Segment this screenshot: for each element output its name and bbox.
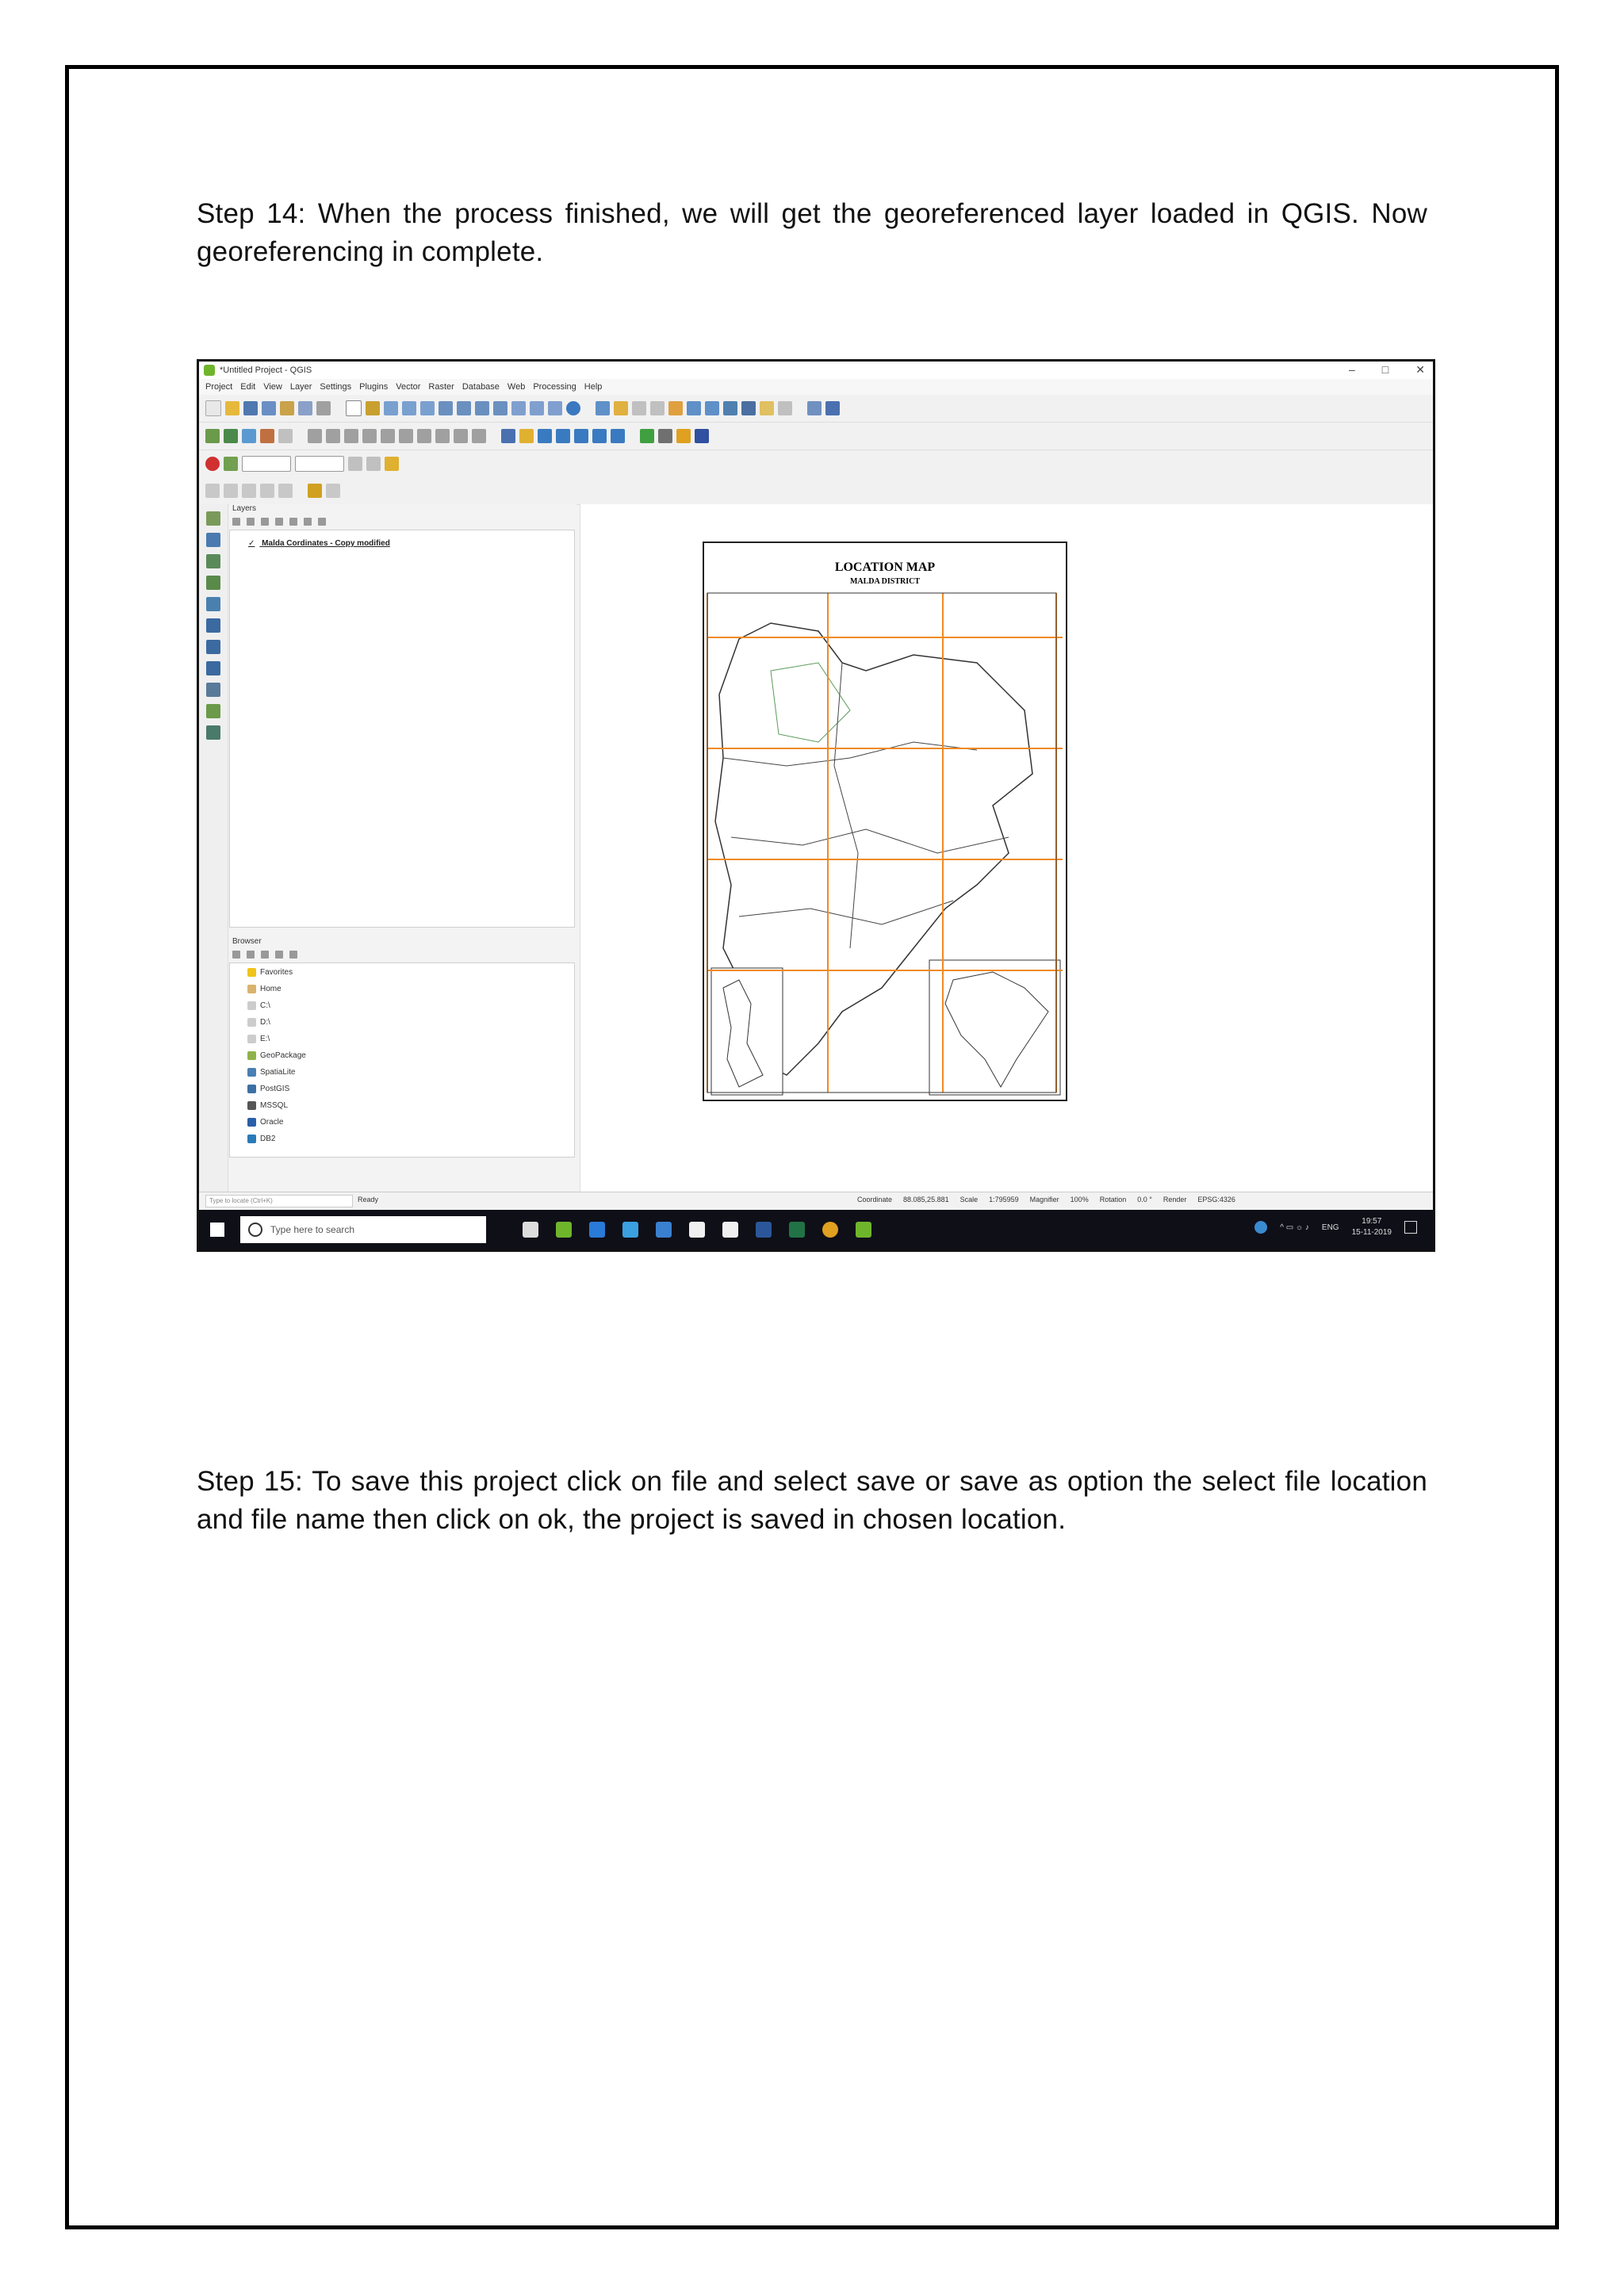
gps-icon[interactable] [640,429,654,443]
scale-label: Scale [959,1196,979,1203]
magnifier-value[interactable]: 100% [1070,1196,1089,1203]
oracle-icon [247,1118,256,1127]
rotation-value[interactable]: 0.0 ° [1137,1196,1152,1203]
bookmark-icon[interactable] [723,401,737,415]
manage-theme-icon[interactable] [261,518,269,526]
maximize-button[interactable]: □ [1381,363,1389,376]
cut-icon[interactable] [366,457,381,471]
mssql-icon [247,1101,256,1110]
store-icon[interactable] [689,1222,705,1238]
taskbar-search-text: Type here to search [270,1224,355,1235]
chrome-icon[interactable] [822,1222,838,1238]
crs-button[interactable]: EPSG:4326 [1197,1196,1235,1203]
zoom-selection-icon[interactable] [457,401,471,415]
browser-item-geopackage[interactable]: GeoPackage [247,1051,306,1060]
layer-item[interactable] [248,539,390,548]
map-title: LOCATION MAP [834,561,936,574]
inset-map-india [929,960,1060,1095]
inset-map-west-bengal [711,968,783,1095]
menu-view[interactable]: View [263,382,282,392]
qgis-screenshot [197,359,1435,1252]
layer-label: Malda Cordinates - Copy modified [262,539,390,548]
layer-styling-icon[interactable] [658,429,672,443]
highlight-labels-icon[interactable] [611,429,625,443]
new-project-icon[interactable] [205,400,221,416]
folder-icon [247,1018,256,1027]
file-explorer-icon[interactable] [656,1222,672,1238]
render-checkbox[interactable]: Render [1162,1196,1187,1203]
geopackage-icon [247,1051,256,1060]
toolbar-layers [199,423,1433,450]
browser-item-spatialite[interactable]: SpatiaLite [247,1068,295,1077]
browser-item-postgis[interactable]: PostGIS [247,1085,289,1093]
map-subtitle: MALDA DISTRICT [849,577,921,586]
style-manager-icon[interactable] [316,401,331,415]
annotation-icon[interactable] [760,401,774,415]
qgis-statusbar [199,1192,1433,1210]
georeferenced-map [580,504,1434,1162]
menu-web[interactable]: Web [507,382,526,392]
excel-icon[interactable] [789,1222,805,1238]
add-raster-layer-icon[interactable] [206,533,220,547]
qgis-titlebar [199,362,1433,379]
browser-item-d-drive[interactable]: D:\ [247,1018,270,1027]
vertex-tool-icon[interactable] [344,429,358,443]
layers-panel-title: Layers [229,504,576,517]
refresh-browser-icon[interactable] [247,951,255,959]
remove-layer-icon[interactable] [318,518,326,526]
toolbar-digitizing [199,450,1433,478]
expand-all-icon[interactable] [289,518,297,526]
add-wms-icon[interactable] [206,725,220,740]
toolbar-advanced [199,477,1433,505]
circle-tool-icon[interactable] [224,484,238,498]
show-labels-icon[interactable] [538,429,552,443]
menu-database[interactable]: Database [462,382,500,392]
results-viewer-icon[interactable] [695,429,709,443]
menu-edit[interactable]: Edit [240,382,256,392]
save-as-icon[interactable] [262,401,276,415]
language-indicator[interactable]: ENG [1321,1223,1339,1232]
zoom-layer-icon[interactable] [475,401,489,415]
step-14-paragraph: Step 14: When the process finished, we will get the georeferenced layer loaded in QGIS. Now georeferencing in complete. [197,198,1427,267]
add-selected-icon[interactable] [232,951,240,959]
plugin-extra-icon[interactable] [326,484,340,498]
step-15-paragraph: Step 15: To save this project click on file and select save or save as option the select file location and file name then click on ok, the project is saved in chosen location. [197,1466,1427,1535]
copy-features-icon[interactable] [399,429,413,443]
paste-features-icon[interactable] [417,429,431,443]
left-vertical-toolbar [199,504,228,1203]
add-mesh-layer-icon[interactable] [206,554,220,568]
pin-labels-icon[interactable] [519,429,534,443]
minimize-button[interactable]: – [1349,363,1355,376]
open-project-icon[interactable] [225,401,239,415]
zoom-last-icon[interactable] [511,401,526,415]
rotation-label: Rotation [1099,1196,1127,1203]
app-icon[interactable] [622,1222,638,1238]
rotate-label-icon[interactable] [574,429,588,443]
browser-item-db2[interactable]: DB2 [247,1135,275,1143]
add-spatialite-icon[interactable] [206,597,220,611]
browser-item-c-drive[interactable]: C:\ [247,1001,270,1010]
plugin-icon[interactable] [308,484,322,498]
menu-settings[interactable]: Settings [320,382,352,392]
data-source-icon[interactable] [205,429,220,443]
coordinate-label: Coordinate [857,1196,893,1203]
georeferencer-icon[interactable] [825,401,840,415]
layers-panel-toolbar [232,518,326,529]
qgis-window-title: *Untitled Project - QGIS [220,365,312,375]
folder-icon [247,1035,256,1043]
pan-to-selection-icon[interactable] [366,401,380,415]
add-vector-layer-icon[interactable] [206,511,220,526]
identify-icon[interactable] [596,401,610,415]
processing-toolbox-icon[interactable] [676,429,691,443]
browser-panel-toolbar [232,951,297,962]
digitize-icon[interactable] [260,429,274,443]
db2-icon [247,1135,256,1143]
toolbar-project [199,395,1433,423]
add-raster-icon[interactable] [242,429,256,443]
close-button[interactable]: ✕ [1415,363,1425,376]
status-ready: Ready [358,1196,379,1203]
save-project-icon[interactable] [243,401,258,415]
filter-legend-icon[interactable] [275,518,283,526]
measure-icon[interactable] [741,401,756,415]
menu-plugins[interactable]: Plugins [359,382,389,392]
qgis-taskbar-icon[interactable] [556,1222,572,1238]
scale-value[interactable]: 1:795959 [989,1196,1019,1203]
snap-units-select[interactable] [295,456,344,472]
magnifier-label: Magnifier [1029,1196,1059,1203]
cortana-icon [248,1223,262,1237]
user-icon[interactable] [1254,1221,1267,1234]
edge-icon[interactable] [589,1222,605,1238]
layers-panel [229,530,575,928]
add-mssql-icon[interactable] [206,640,220,654]
spatialite-icon [247,1068,256,1077]
menu-layer[interactable]: Layer [289,382,312,392]
browser-item-oracle[interactable]: Oracle [247,1118,283,1127]
zoom-in-icon[interactable] [384,401,398,415]
cut-features-icon[interactable] [381,429,395,443]
undo-icon[interactable] [435,429,450,443]
menu-raster[interactable]: Raster [428,382,454,392]
postgis-icon [247,1085,256,1093]
add-db2-icon[interactable] [206,683,220,697]
properties-icon[interactable] [289,951,297,959]
qgis-active-icon[interactable] [856,1222,871,1238]
new-map-view-icon[interactable] [548,401,562,415]
snap-tolerance-input[interactable] [242,456,291,472]
save-edits-icon[interactable] [308,429,322,443]
filter-browser-icon[interactable] [261,951,269,959]
tray-icons[interactable]: ^ ▭ ☼ ♪ [1280,1223,1309,1232]
refresh-icon[interactable] [566,401,580,415]
collapse-browser-icon[interactable] [275,951,283,959]
print-layout-icon[interactable] [280,401,294,415]
rectangle-tool-icon[interactable] [260,484,274,498]
add-virtual-layer-icon[interactable] [206,704,220,718]
pan-icon[interactable] [346,400,362,416]
home-icon [247,985,256,993]
open-styling-icon[interactable] [232,518,240,526]
menu-vector[interactable]: Vector [396,382,421,392]
locator-search-input[interactable]: Type to locate (Ctrl+K) [205,1195,353,1207]
add-vector-icon[interactable] [224,429,238,443]
toggle-edit-icon[interactable] [278,429,293,443]
clock-time: 19:57 [1362,1217,1382,1226]
notifications-icon[interactable] [1404,1221,1417,1234]
zoom-native-icon[interactable] [493,401,508,415]
move-label-icon[interactable] [556,429,570,443]
browser-panel [229,962,575,1158]
topology-icon[interactable] [348,457,362,471]
clock[interactable] [1352,1216,1392,1238]
tracing-icon[interactable] [385,457,399,471]
delete-selected-icon[interactable] [362,429,377,443]
zoom-full-icon[interactable] [439,401,453,415]
polygon-tool-icon[interactable] [278,484,293,498]
layout-manager-icon[interactable] [298,401,312,415]
select-features-icon[interactable] [614,401,628,415]
add-group-icon[interactable] [247,518,255,526]
taskbar-search[interactable] [240,1216,486,1243]
checkmark-icon[interactable]: ✓ [248,539,255,548]
attribute-table-icon[interactable] [650,401,665,415]
shape-tool-icon[interactable] [205,484,220,498]
menu-project[interactable]: Project [205,382,233,392]
star-icon [247,968,256,977]
browser-panel-title: Browser [229,937,576,950]
coordinate-value[interactable]: 88.085,25.881 [903,1196,949,1203]
browser-item-home[interactable]: Home [247,985,282,993]
qgis-menubar [199,379,1433,395]
word-icon[interactable] [756,1222,772,1238]
statistics-icon[interactable] [687,401,701,415]
map-tips-icon[interactable] [705,401,719,415]
browser-item-favorites[interactable]: Favorites [247,968,293,977]
menu-processing[interactable]: Processing [533,382,576,392]
collapse-all-icon[interactable] [304,518,312,526]
qgis-logo-icon [204,365,215,376]
windows-start-icon[interactable] [210,1223,224,1237]
zoom-next-icon[interactable] [530,401,544,415]
snapping-icon[interactable] [205,457,220,471]
add-feature-icon[interactable] [326,429,340,443]
browser-item-mssql[interactable]: MSSQL [247,1101,288,1110]
menu-help[interactable]: Help [584,382,603,392]
label-icon[interactable] [472,429,486,443]
field-calc-icon[interactable] [668,401,683,415]
text-annotation-icon[interactable] [778,401,792,415]
label-tool-icon[interactable] [501,429,515,443]
windows-taskbar [199,1210,1433,1249]
ellipse-tool-icon[interactable] [242,484,256,498]
zoom-out-icon[interactable] [402,401,416,415]
map-canvas[interactable] [580,504,1433,1203]
vector-edit-icon[interactable] [224,457,238,471]
add-delimited-text-icon[interactable] [206,576,220,590]
python-console-icon[interactable] [807,401,822,415]
add-oracle-icon[interactable] [206,661,220,675]
mail-icon[interactable] [722,1222,738,1238]
browser-item-e-drive[interactable]: E:\ [247,1035,270,1043]
folder-icon [247,1001,256,1010]
zoom-rubber-icon[interactable] [420,401,435,415]
task-view-icon[interactable] [523,1222,538,1238]
redo-icon[interactable] [454,429,468,443]
deselect-icon[interactable] [632,401,646,415]
add-postgis-icon[interactable] [206,618,220,633]
clock-date: 15-11-2019 [1351,1228,1392,1237]
change-label-icon[interactable] [592,429,607,443]
